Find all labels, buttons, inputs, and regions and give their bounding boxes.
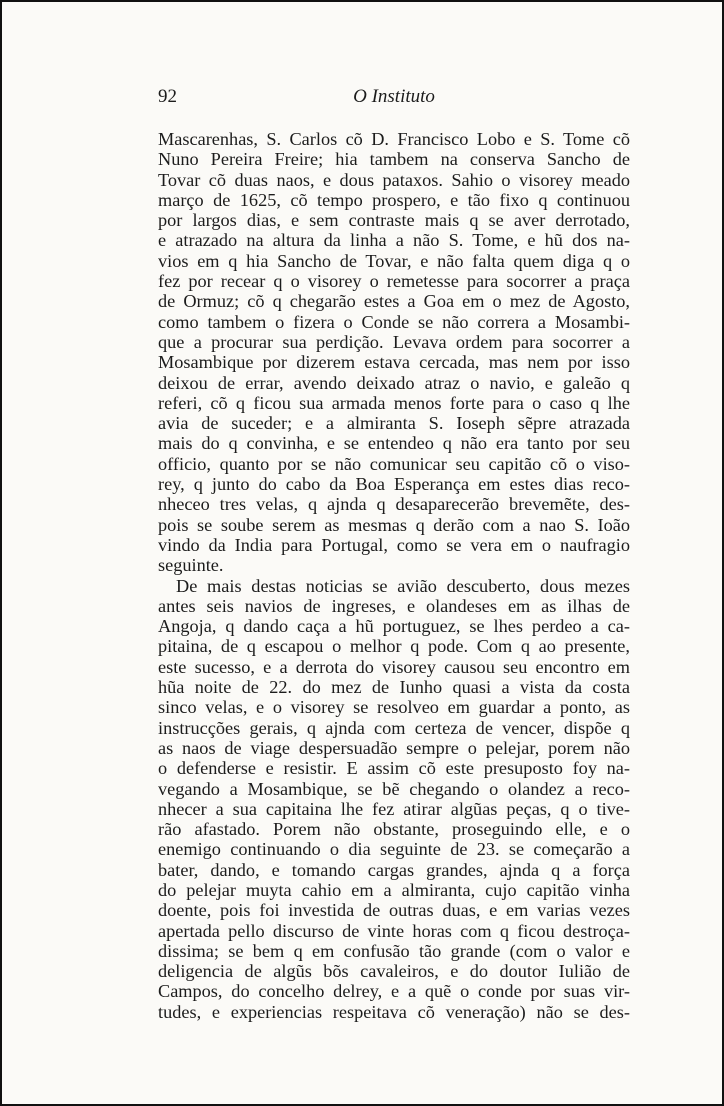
text-line: vindo da India para Portugal, como se vera em o naufragio (158, 534, 630, 555)
text-line: vios em q hia Sancho de Tovar, e não falta quem diga q o (158, 250, 630, 271)
text-line: como tambem o fizera o Conde se não correra a Mosambi- (158, 311, 630, 332)
text-line: rão afastado. Porem não obstante, proseguindo elle, e o (158, 819, 630, 840)
text-line: o defenderse e resistir. E assim cõ este presuposto foy na- (158, 758, 630, 779)
text-line: deixou de errar, avendo deixado atraz o navio, e galeão q (158, 372, 630, 393)
text-line: hũa noite de 22. do mez de Iunho quasi a vista da costa (158, 677, 630, 698)
text-line: seguinte. (158, 555, 224, 576)
text-line: bater, dando, e tomando cargas grandes, ajnda q a força (158, 859, 630, 880)
text-line: antes seis navios de ingreses, e olandeses em as ilhas de (158, 595, 630, 616)
text-line: e atrazado na altura da linha a não S. Tome, e hũ dos na- (158, 230, 630, 251)
text-line: instrucções gerais, q ajnda com certeza de vencer, dispõe q (158, 717, 630, 738)
text-line: De mais destas noticias se avião descuberto, dous mezes (176, 575, 630, 596)
text-line: mais do q convinha, e se entendeo q não era tanto por seu (158, 433, 630, 454)
text-line: doente, pois foi investida de outras duas, e em varias vezes (158, 900, 630, 921)
text-line: referi, cõ q ficou sua armada menos forte para o caso q lhe (158, 392, 630, 413)
text-line: tudes, e experiencias respeitava cõ veneração) não se des- (158, 1001, 630, 1022)
text-line: avia de suceder; e a almiranta S. Ioseph sẽpre atrazada (158, 413, 630, 434)
text-line: Mosambique por dizerem estava cercada, mas nem por isso (158, 352, 630, 373)
text-line: fez por recear q o visorey o remetesse para socorrer a praça (158, 271, 630, 292)
running-title: O Instituto (353, 86, 435, 107)
text-line: Tovar cõ duas naos, e dous pataxos. Sahio o visorey meado (158, 169, 630, 190)
text-line: de Ormuz; cõ q chegarão estes a Goa em o mez de Agosto, (158, 291, 630, 312)
text-line: Angoja, q dando caça a hũ portuguez, se lhes perdeo a ca- (158, 616, 630, 637)
text-line: sinco velas, e o visorey se resolveo em guardar a ponto, as (158, 697, 630, 718)
text-line: março de 1625, cõ tempo prospero, e tão fixo q continuou (158, 189, 630, 210)
text-line: officio, quanto por se não comunicar seu capitão cõ o viso- (158, 453, 630, 474)
text-line: pois se soube serem as mesmas q derão com a nao S. Ioão (158, 514, 630, 535)
text-line: que a procurar sua perdição. Levava ordem para socorrer a (158, 331, 630, 352)
text-line: nhecer a sua capitaina lhe fez atirar algũas peças, q o tive- (158, 798, 630, 819)
text-line: nheceo tres velas, q ajnda q desaparecerão brevemẽte, des- (158, 494, 630, 515)
page-number: 92 (158, 86, 177, 107)
page-header (158, 86, 630, 110)
text-line: por largos dias, e sem contraste mais q se aver derrotado, (158, 210, 630, 231)
text-line: este sucesso, e a derrota do visorey causou seu encontro em (158, 656, 630, 677)
text-line: dissima; se bem q em confusão tão grande (com o valor e (158, 940, 630, 961)
text-line: enemigo continuando o dia seguinte de 23. se começarão a (158, 839, 630, 860)
text-line: Nuno Pereira Freire; hia tambem na conserva Sancho de (158, 149, 630, 170)
text-line: vegando a Mosambique, se bẽ chegando o olandez a reco- (158, 778, 630, 799)
text-line: Mascarenhas, S. Carlos cõ D. Francisco Lobo e S. Tome cõ (158, 129, 630, 149)
text-line: as naos de viage despersuadão sempre o pelejar, porem não (158, 737, 630, 758)
body-text (158, 129, 630, 1022)
text-line: deligencia de algũs bõs cavaleiros, e do doutor Iulião de (158, 961, 630, 982)
text-line: Campos, do concelho delrey, e a quẽ o conde por suas vir- (158, 981, 630, 1002)
text-line: pitaina, de q escapou o melhor q pode. Com q ao presente, (158, 636, 630, 657)
text-line: apertada pello discurso de vinte horas com q ficou destroça- (158, 920, 630, 941)
text-line: do pelejar muyta cahio em a almiranta, cujo capitão vinha (158, 879, 630, 900)
text-line: rey, q junto do cabo da Boa Esperança em estes dias reco- (158, 474, 630, 495)
